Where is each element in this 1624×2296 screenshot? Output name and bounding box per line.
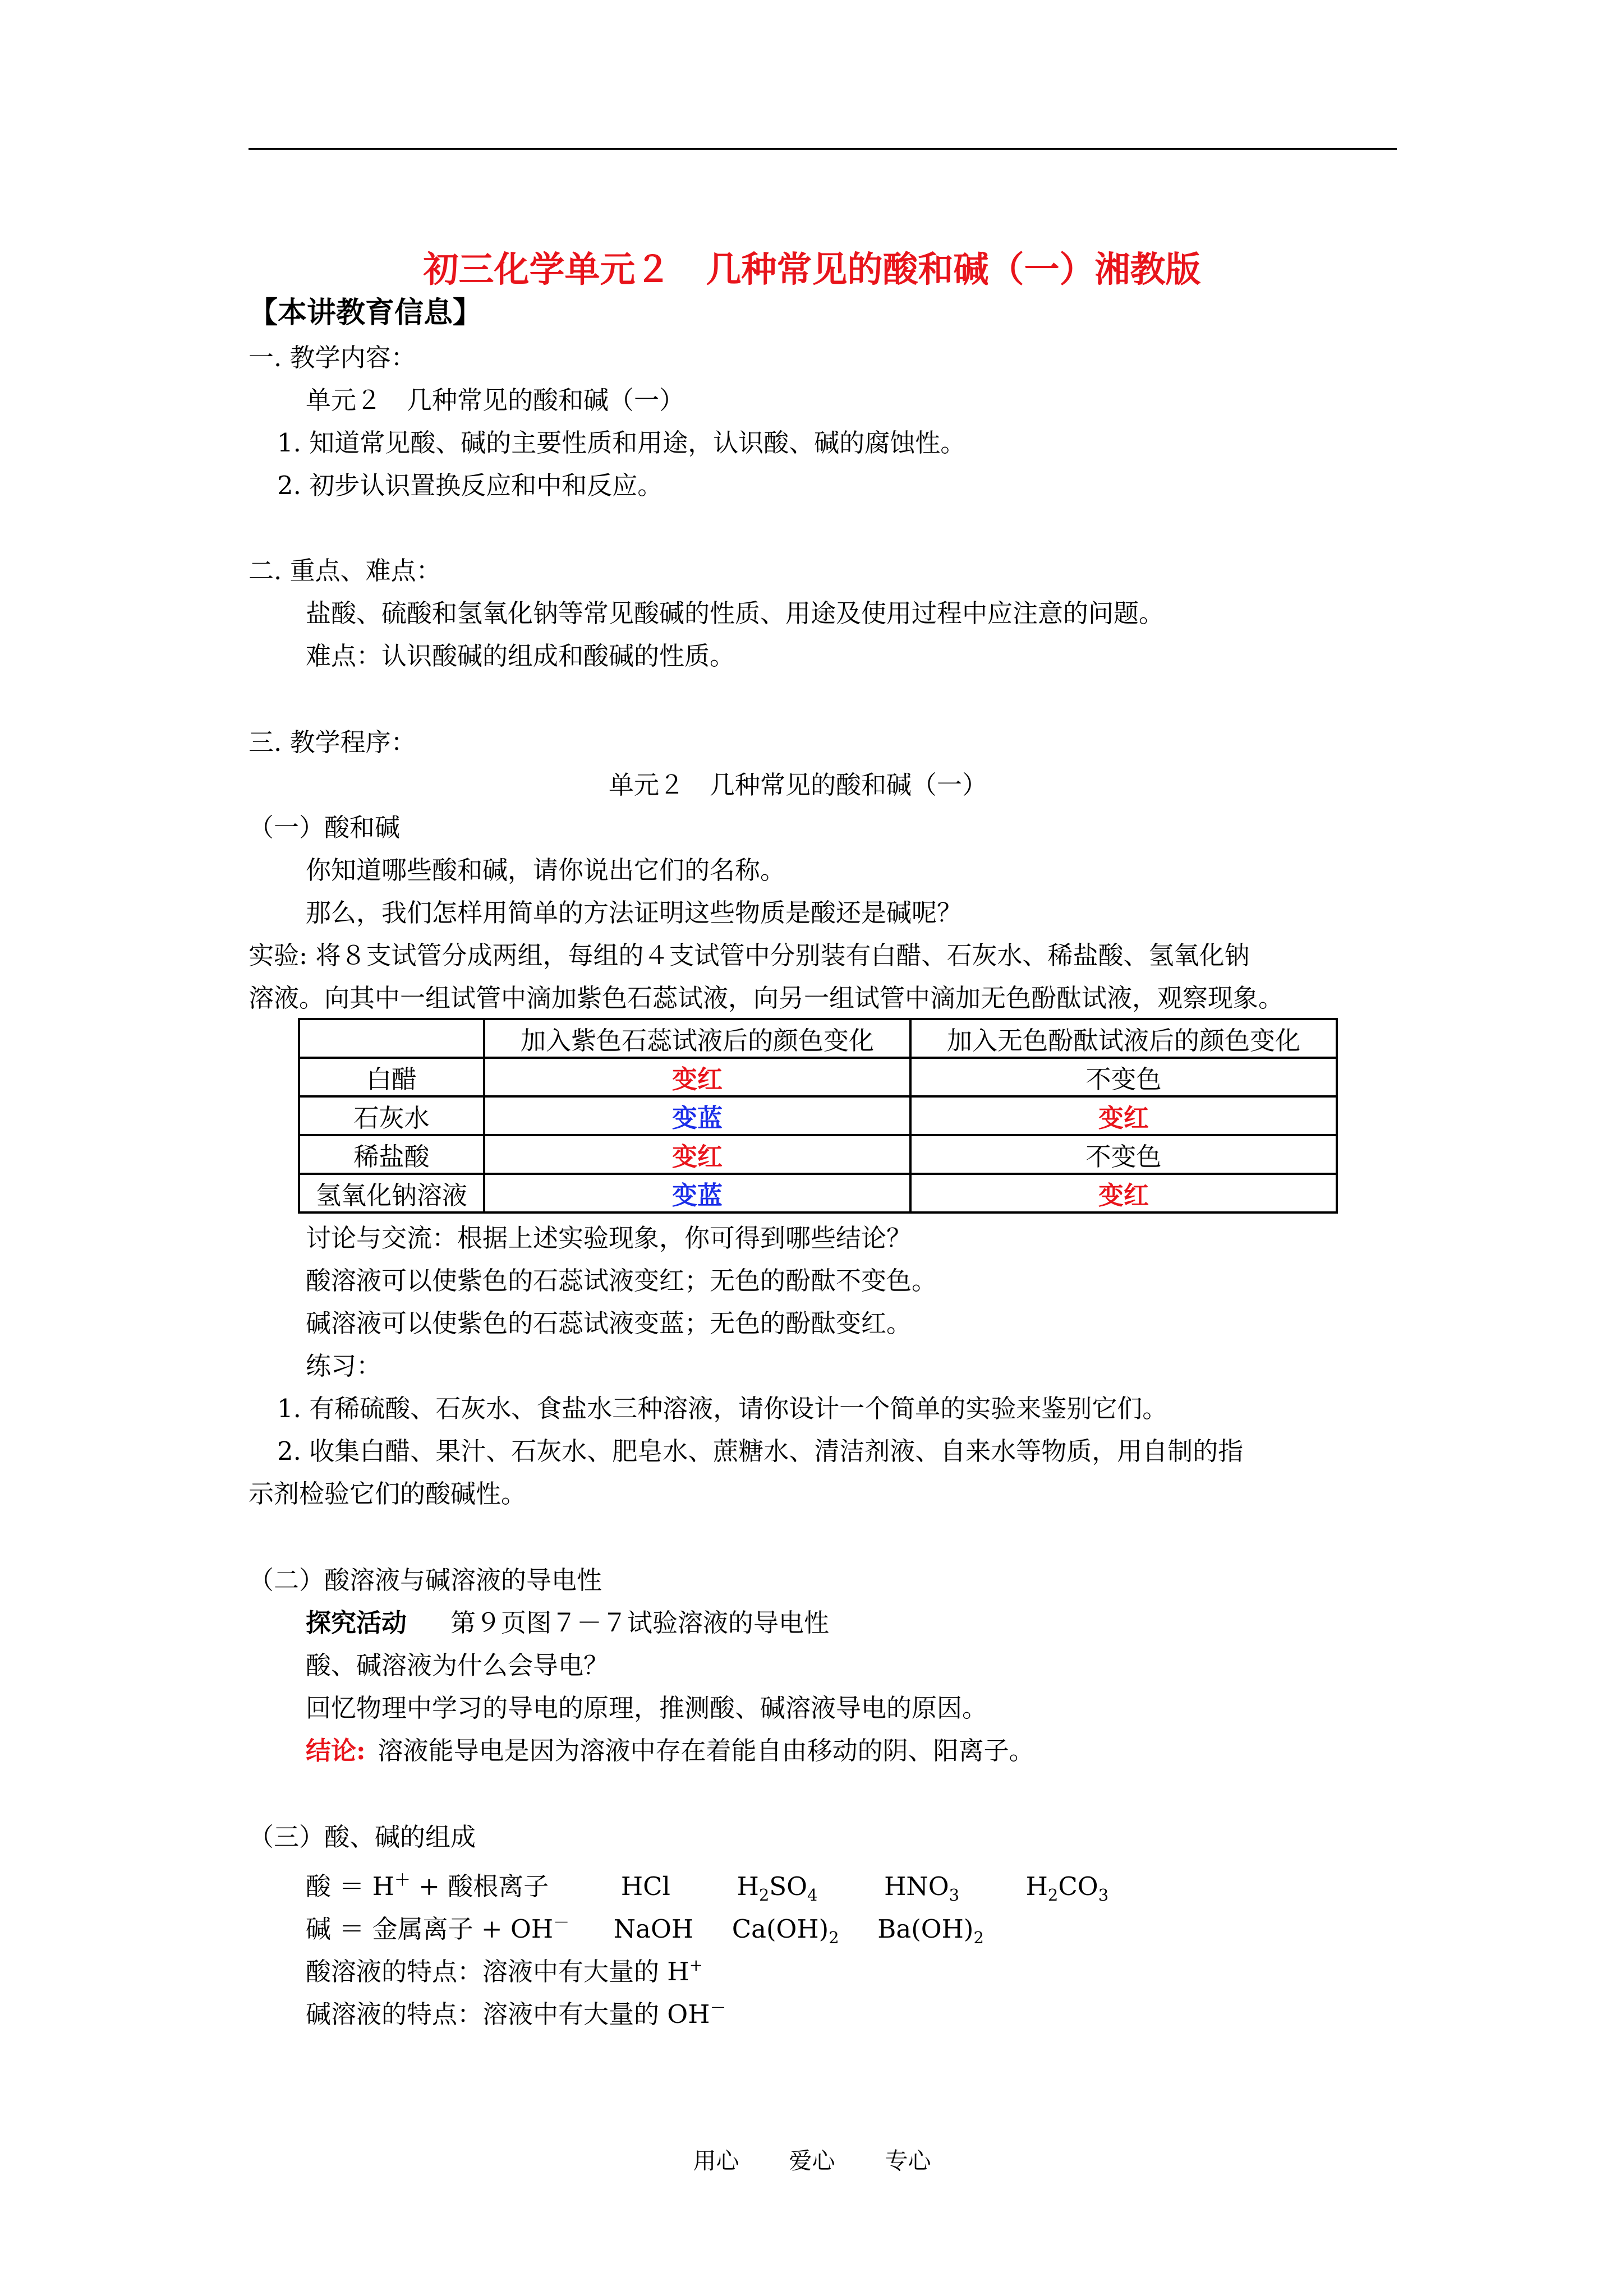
- part1-heading: （一）酸和碱: [249, 813, 401, 842]
- table-header-cell: 加入无色酚酞试液后的颜色变化: [910, 1019, 1337, 1058]
- conclusion-label: 结论:: [306, 1736, 366, 1765]
- formula-naoh: NaOH: [613, 1914, 694, 1944]
- phenolphthalein-result-cell: 不变色: [910, 1135, 1337, 1174]
- litmus-result-cell: 变蓝: [484, 1096, 910, 1135]
- experiment-line2: 溶液。向其中一组试管中滴加紫色石蕊试液，向另一组试管中滴加无色酚酞试液，观察现象。: [249, 983, 1284, 1013]
- table-header-row: [299, 1019, 1337, 1058]
- part3-heading: （三）酸、碱的组成: [249, 1822, 476, 1852]
- discussion-answer1: 酸溶液可以使紫色的石蕊试液变红；无色的酚酞不变色。: [306, 1266, 937, 1295]
- exercise1: 1. 有稀硫酸、石灰水、食盐水三种溶液，请你设计一个简单的实验来鉴别它们。: [277, 1394, 1168, 1423]
- section1-item1: 1. 知道常见酸、碱的主要性质和用途，认识酸、碱的腐蚀性。: [277, 428, 966, 458]
- header-rule: [249, 148, 1397, 150]
- footer-word: 用心: [693, 2147, 739, 2174]
- part2-question: 酸、碱溶液为什么会导电？: [306, 1650, 609, 1680]
- phenolphthalein-result-cell: 变红: [910, 1174, 1337, 1212]
- formula-h2so4: $H_2SO_4$: [737, 1871, 818, 1905]
- page-title: 初三化学单元２ 几种常见的酸和碱（一）湘教版: [423, 248, 1201, 290]
- activity-text: 第９页图７－７试验溶液的导电性: [450, 1608, 830, 1638]
- section3-center-title: 单元２ 几种常见的酸和碱（一）: [609, 770, 988, 800]
- base-equals-text: ＝ 金属离子 + OH: [339, 1914, 554, 1944]
- section1-item2: 2. 初步认识置换反应和中和反应。: [277, 471, 663, 500]
- activity-line: [306, 1606, 829, 1640]
- part1-line2: 那么，我们怎样用简单的方法证明这些物质是酸还是碱呢？: [306, 898, 963, 928]
- table-row: [299, 1058, 1337, 1096]
- phenolphthalein-result-cell: 不变色: [910, 1058, 1337, 1096]
- part1-line1: 你知道哪些酸和碱，请你说出它们的名称。: [306, 855, 786, 885]
- section3-heading: 三. 教学程序：: [249, 727, 416, 757]
- formula-caoh2: $Ca(OH)_2$: [732, 1914, 839, 1947]
- exercise2-line1: 2. 收集白醋、果汁、石灰水、肥皂水、蔗糖水、清洁剂液、自来水等物质，用自制的指: [277, 1436, 1244, 1466]
- formula-hno3: $HNO_3$: [884, 1871, 960, 1905]
- litmus-result-cell: 变蓝: [484, 1174, 910, 1212]
- section2-line1: 盐酸、硫酸和氢氧化钠等常见酸碱的性质、用途及使用过程中应注意的问题。: [306, 598, 1165, 628]
- table-header-cell: [299, 1019, 484, 1058]
- discussion-answer2: 碱溶液可以使紫色的石蕊试液变蓝；无色的酚酞变红。: [306, 1308, 912, 1338]
- formula-hcl: HCl: [620, 1871, 670, 1901]
- formula-h2co3: $H_2CO_3$: [1025, 1871, 1109, 1905]
- base-word: 碱: [306, 1914, 332, 1944]
- base-feature-line: 碱溶液的特点：溶液中有大量的 OH－: [306, 1998, 726, 2029]
- formula-baoh2: $Ba(OH)_2$: [877, 1914, 984, 1947]
- table-header-cell: 加入紫色石蕊试液后的颜色变化: [484, 1019, 910, 1058]
- acid-composition-line: [306, 1863, 1108, 1912]
- part2-recall: 回忆物理中学习的导电的原理，推测酸、碱溶液导电的原因。: [306, 1693, 988, 1723]
- oh-minus-charge: －: [553, 1913, 570, 1932]
- substance-cell: 稀盐酸: [299, 1135, 484, 1174]
- substance-cell: 氢氧化钠溶液: [299, 1174, 484, 1212]
- part2-heading: （二）酸溶液与碱溶液的导电性: [249, 1565, 602, 1595]
- acid-equals-h: ＝ H: [339, 1871, 394, 1901]
- litmus-result-cell: 变红: [484, 1135, 910, 1174]
- section2-heading: 二. 重点、难点：: [249, 556, 441, 585]
- discussion-question: 讨论与交流：根据上述实验现象，你可得到哪些结论？: [306, 1223, 912, 1253]
- phenolphthalein-result-cell: 变红: [910, 1096, 1337, 1135]
- substance-cell: 石灰水: [299, 1096, 484, 1135]
- experiment-table: [298, 1018, 1338, 1214]
- page-footer: [0, 2142, 1624, 2175]
- acid-ion-text: + 酸根离子: [418, 1871, 549, 1901]
- acid-word: 酸: [306, 1871, 332, 1901]
- h-plus-charge: ＋: [394, 1870, 411, 1889]
- litmus-result-cell: 变红: [484, 1058, 910, 1096]
- exercise2-line2: 示剂检验它们的酸碱性。: [249, 1479, 527, 1509]
- base-composition-line: [306, 1906, 984, 1954]
- practice-label: 练习：: [306, 1351, 382, 1381]
- section1-heading: 一. 教学内容：: [249, 343, 416, 372]
- conclusion-line: [306, 1734, 1034, 1768]
- section1-unit: 单元２ 几种常见的酸和碱（一）: [306, 385, 685, 415]
- info-heading: 【本讲教育信息】: [249, 296, 482, 330]
- table-row: [299, 1135, 1337, 1174]
- conclusion-text: 溶液能导电是因为溶液中存在着能自由移动的阴、阳离子。: [378, 1736, 1034, 1765]
- section2-line2: 难点：认识酸碱的组成和酸碱的性质。: [306, 641, 735, 671]
- table-row: [299, 1096, 1337, 1135]
- activity-label: 探究活动: [306, 1608, 407, 1638]
- footer-word: 专心: [885, 2147, 931, 2174]
- table-row: [299, 1174, 1337, 1212]
- footer-word: 爱心: [789, 2147, 835, 2174]
- substance-cell: 白醋: [299, 1058, 484, 1096]
- experiment-line1: 实验: 将８支试管分成两组，每组的４支试管中分别装有白醋、石灰水、稀盐酸、氢氧化钠: [249, 940, 1250, 970]
- acid-feature-line: 酸溶液的特点：溶液中有大量的 H+: [306, 1956, 703, 1986]
